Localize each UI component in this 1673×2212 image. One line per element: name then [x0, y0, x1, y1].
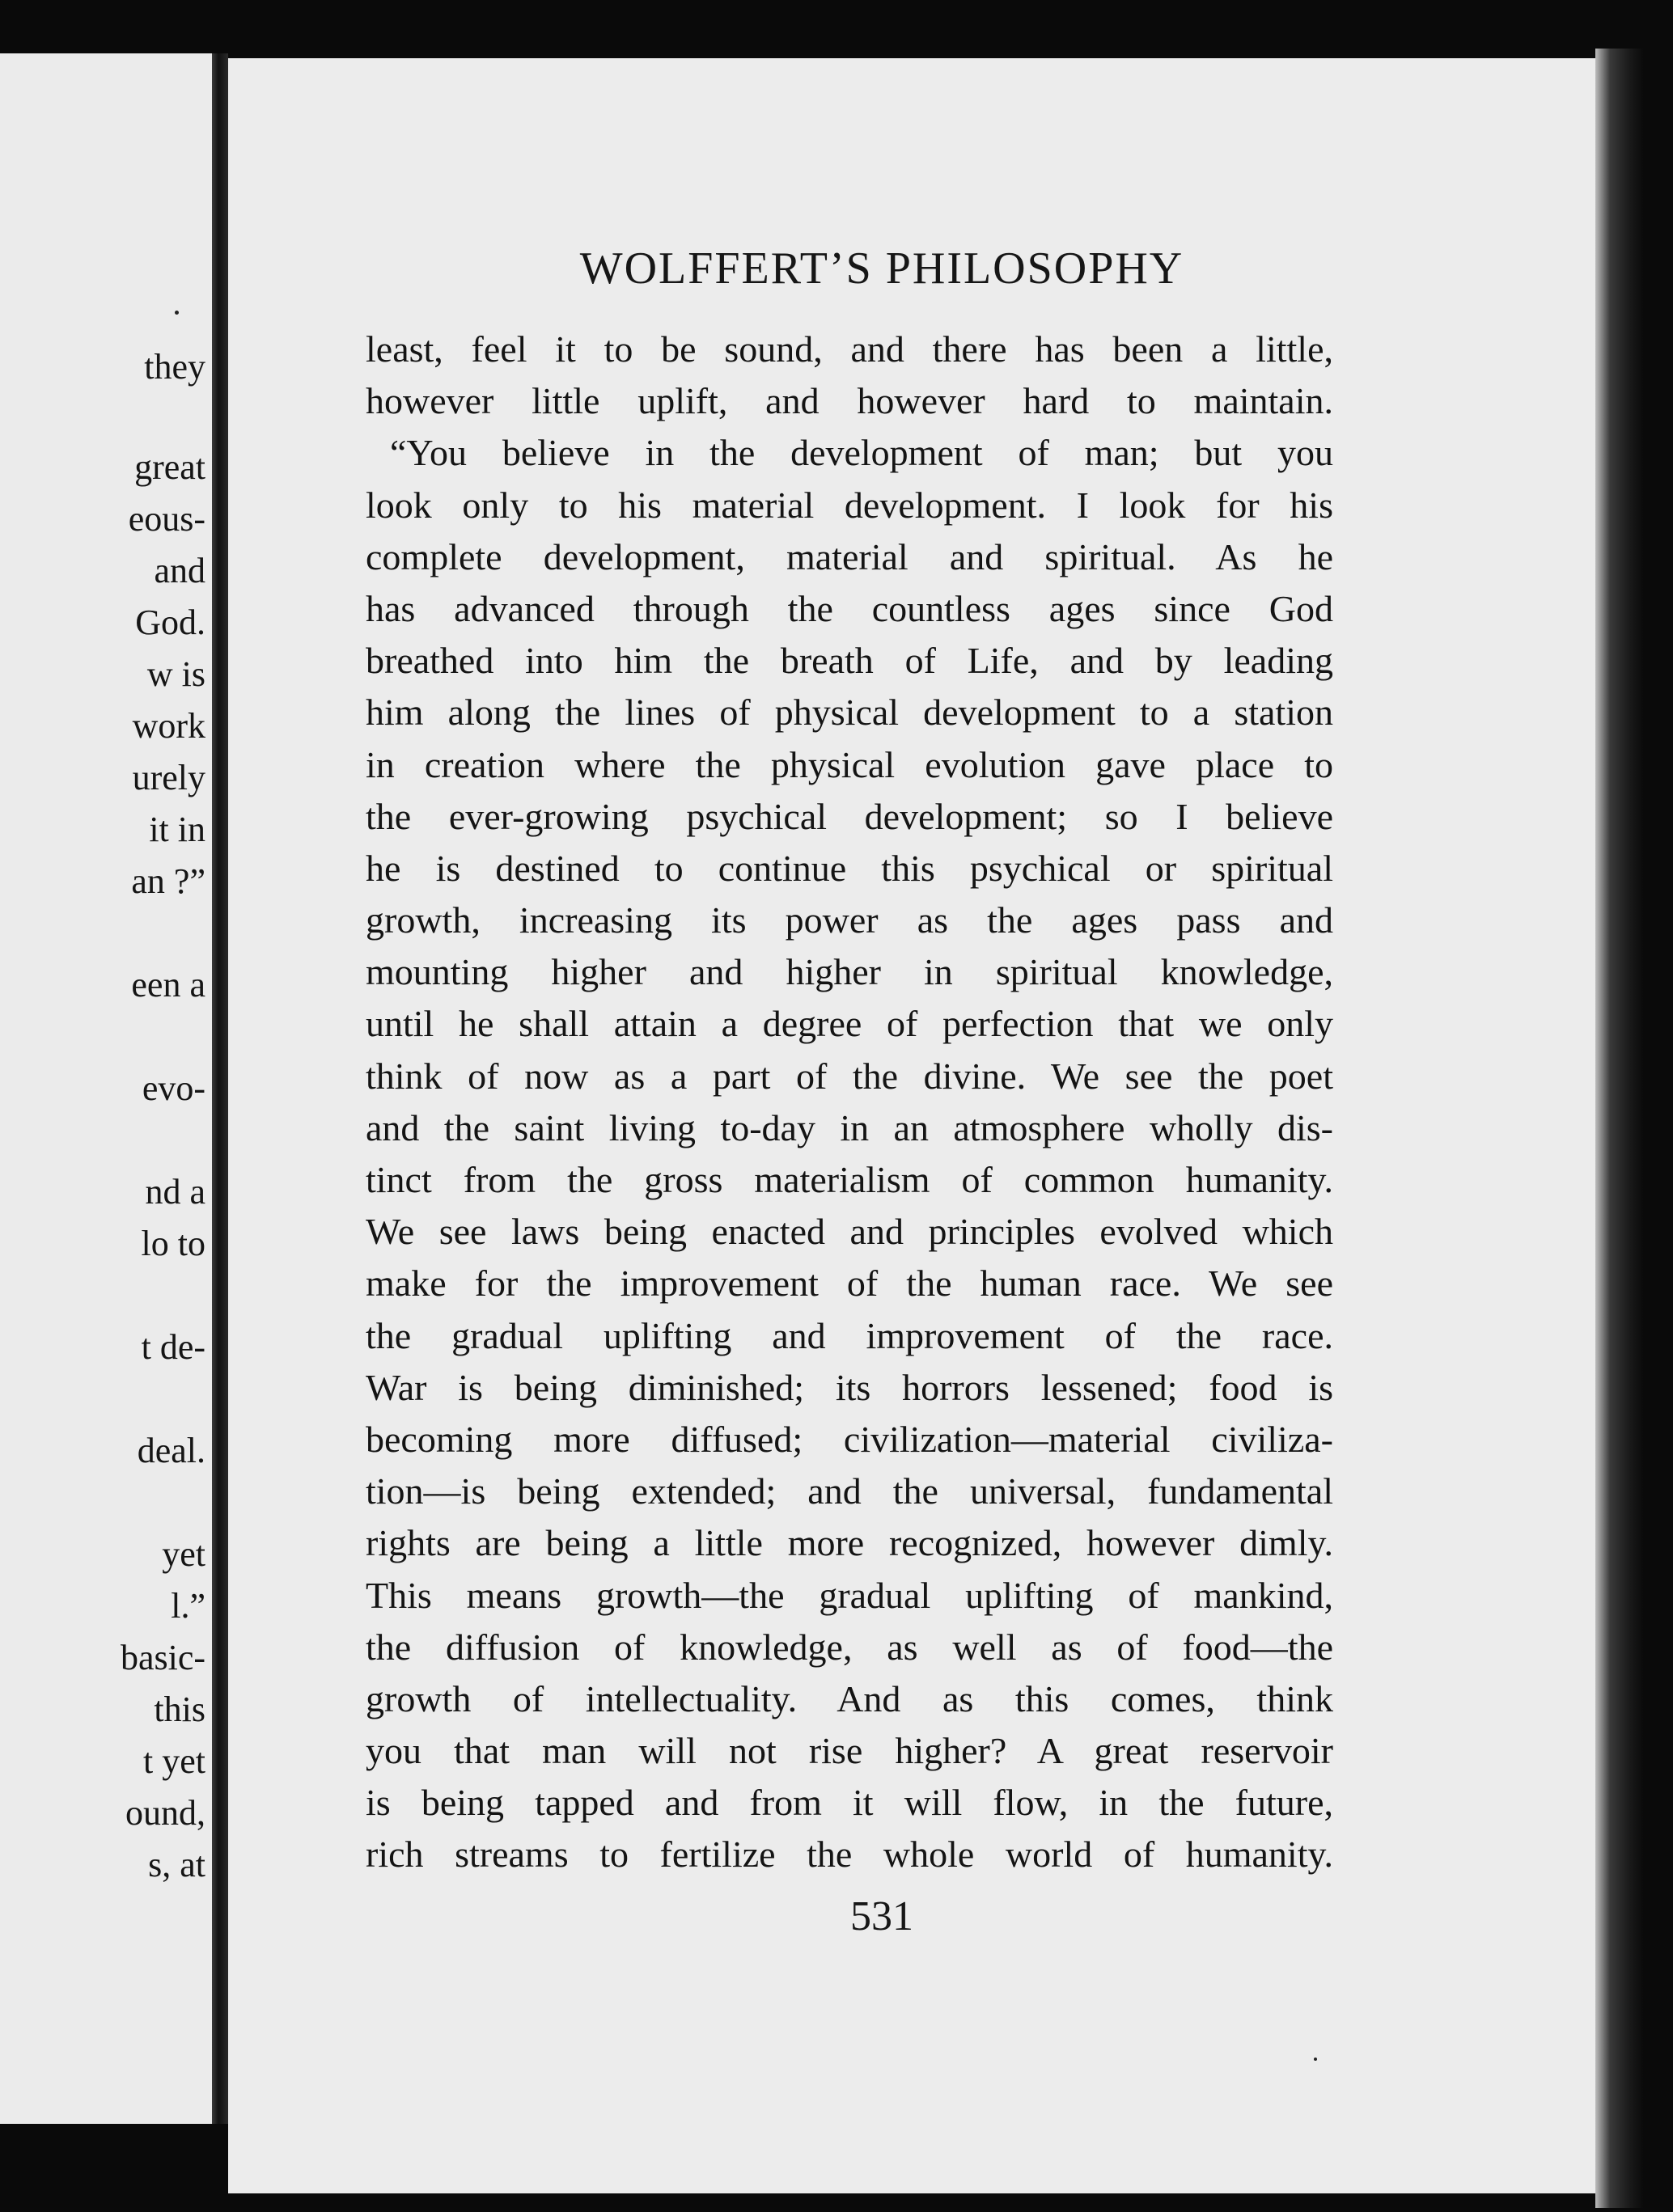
left-page-fragment: deal.: [137, 1431, 205, 1470]
left-page-fragment: eous-: [128, 499, 205, 539]
left-page-fragment: yet: [162, 1534, 205, 1574]
text-line: the ever-growing psychical development; so I believe: [366, 795, 1333, 837]
left-page-fragment: t yet: [143, 1741, 205, 1781]
left-page-fragment: w is: [146, 654, 205, 694]
text-line: “You believe in the development of man; but you: [390, 432, 1333, 474]
dust-speck: [1314, 2058, 1317, 2061]
text-line: him along the lines of physical development to a station: [366, 692, 1333, 734]
text-line: and the saint living to-day in an atmosphere wholly dis-: [366, 1106, 1333, 1148]
text-line: he is destined to continue this psychical or spiritual: [366, 847, 1333, 889]
text-line: tion—is being extended; and the universal, fundamental: [366, 1470, 1333, 1512]
text-line: This means growth—the gradual uplifting of mankind,: [366, 1574, 1333, 1616]
text-line: look only to his material development. I look for his: [366, 484, 1333, 526]
left-page-fragment: nd a: [145, 1172, 205, 1212]
text-line: is being tapped and from it will flow, in the future,: [366, 1782, 1333, 1824]
left-page-fragment: lo to: [141, 1224, 205, 1263]
text-line: rich streams to fertilize the whole world of humanity.: [366, 1833, 1333, 1876]
text-line: however little uplift, and however hard to maintain.: [366, 380, 1333, 422]
left-page: [0, 53, 212, 2124]
text-line: in creation where the physical evolution gave place to: [366, 743, 1333, 785]
text-line: We see laws being enacted and principles evolved which: [366, 1211, 1333, 1253]
left-page-fragment: een a: [131, 965, 205, 1004]
text-line: has advanced through the countless ages since God: [366, 587, 1333, 629]
text-line: think of now as a part of the divine. We see the poet: [366, 1055, 1333, 1097]
left-page-fragment: it in: [149, 810, 205, 849]
text-line: mounting higher and higher in spiritual knowledge,: [366, 951, 1333, 993]
left-page-fragment: great: [134, 447, 205, 487]
left-page-fragment: an ?”: [131, 861, 205, 901]
text-line: complete development, material and spiritual. As he: [366, 535, 1333, 577]
page-edge: [1595, 49, 1644, 2208]
left-page-fragment: this: [154, 1690, 205, 1729]
dust-speck: [175, 311, 179, 315]
text-line: growth of intellectuality. And as this comes, think: [366, 1677, 1333, 1719]
left-page-fragment: evo-: [142, 1068, 205, 1108]
left-page-fragment: work: [132, 706, 205, 746]
text-line: you that man will not rise higher? A great reservoir: [366, 1730, 1333, 1772]
text-line: breathed into him the breath of Life, and by leading: [366, 640, 1333, 682]
text-line: becoming more diffused; civilization—material civiliza-: [366, 1418, 1333, 1460]
text-line: the diffusion of knowledge, as well as of food—the: [366, 1626, 1333, 1668]
left-page-fragment: s, at: [148, 1845, 205, 1884]
book-gutter: [212, 53, 228, 2124]
text-line: least, feel it to be sound, and there has been a little,: [366, 328, 1333, 370]
left-page-fragment: God.: [135, 603, 205, 642]
left-page-fragment: l.”: [171, 1586, 205, 1626]
text-line: until he shall attain a degree of perfection that we only: [366, 1003, 1333, 1045]
page-number: 531: [850, 1893, 913, 1939]
text-line: growth, increasing its power as the ages pass and: [366, 899, 1333, 941]
text-line: War is being diminished; its horrors lessened; food is: [366, 1366, 1333, 1408]
body-text: [366, 324, 1333, 1881]
left-page-fragment: ound,: [125, 1793, 205, 1833]
running-head: WOLFFERT’S PHILOSOPHY: [579, 243, 1184, 294]
text-line: rights are being a little more recognized, however dimly.: [366, 1522, 1333, 1564]
left-page-fragment: they: [144, 347, 205, 387]
text-line: tinct from the gross materialism of common humanity.: [366, 1159, 1333, 1200]
left-page-fragment: urely: [132, 758, 205, 797]
left-page-fragment: and: [154, 551, 205, 590]
text-line: the gradual uplifting and improvement of the race.: [366, 1314, 1333, 1356]
left-page-fragment: t de-: [141, 1327, 205, 1367]
text-line: make for the improvement of the human race. We see: [366, 1262, 1333, 1305]
left-page-fragment: basic-: [120, 1638, 205, 1677]
